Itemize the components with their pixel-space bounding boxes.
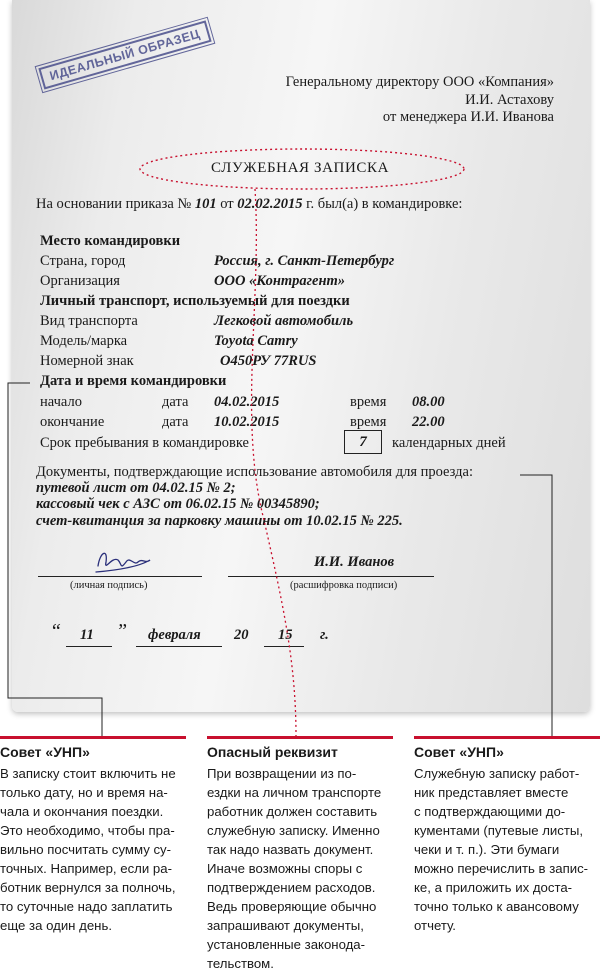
document-item: счет-квитанция за парковку машины от 10.02.15 № 225. (36, 513, 403, 529)
end-time-label: время (350, 414, 387, 430)
org-value: ООО «Контрагент» (214, 273, 346, 289)
basis-suffix: г. был(а) в командировке: (306, 196, 463, 212)
tip-3-divider (414, 736, 600, 739)
documents-intro: Документы, подтверждающие использование автомобиля для проезда: (36, 464, 473, 480)
signature-caption: (личная подпись) (70, 580, 148, 591)
dates-heading: Дата и время командировки (40, 373, 227, 389)
stay-suffix: календарных дней (392, 435, 506, 451)
plate-label: Номерной знак (40, 353, 134, 369)
end-time-value: 22.00 (412, 414, 445, 430)
date-month: февраля (148, 627, 201, 643)
start-time-label: время (350, 394, 387, 410)
signer-name: И.И. Иванов (314, 554, 395, 570)
end-date-label: дата (162, 414, 189, 430)
org-label: Организация (40, 273, 120, 289)
date-day: 11 (80, 627, 94, 643)
place-heading: Место командировки (40, 233, 181, 249)
country-label: Страна, город (40, 253, 126, 269)
transport-heading: Личный транспорт, используемый для поездки (40, 293, 350, 309)
tip-2-divider (207, 736, 393, 739)
model-value: Toyota Camry (214, 333, 298, 349)
name-caption: (расшифровка подписи) (290, 580, 398, 591)
name-line (228, 576, 434, 577)
start-date-value: 04.02.2015 (214, 394, 280, 410)
year-unit: г. (320, 627, 329, 643)
stay-days-box: 7 (344, 430, 382, 454)
plate-value: О450РУ 77RUS (220, 353, 317, 369)
year-underline (264, 646, 304, 647)
tip-2-text: При возвращении из по- ездки на личном транспорте работник должен составить служебную записку. Именно так надо назвать документ. Иначе возможны споры с подтверждением расходов. Ведь проверяющие обычно запрашивают документы, установленные законода- тельством. (207, 766, 382, 971)
start-time-value: 08.00 (412, 394, 445, 410)
day-underline (66, 646, 112, 647)
vehicle-type-label: Вид транспорта (40, 313, 138, 329)
year-prefix: 20 (234, 627, 249, 643)
tip-1-text: В записку стоит включить не только дату, но и время на- чала и окончания поездки. Это необходимо, чтобы пра- вильно посчитать сумму су- точных. Например, если ра- ботник вернулся за полночь, то суточные надо заплатить еще за один день. (0, 766, 176, 933)
basis-from: от (220, 196, 234, 212)
order-number: 101 (194, 196, 217, 212)
signature-line (38, 576, 202, 577)
tip-3-text: Служебную записку работ- ник представляет вместе с подтверждающими до- кументами (путевые листы, чеки и т. п.). Эти бумаги можно перечислить в запис- ке, а приложить их доста- точно только к авансовому отчету. (414, 766, 589, 933)
tip-1-divider (0, 736, 186, 739)
document-title: СЛУЖЕБНАЯ ЗАПИСКА (210, 160, 390, 176)
start-label: начало (40, 394, 82, 410)
address-line-1: Генеральному директору ООО «Компания» (285, 74, 554, 90)
tip-3-heading: Совет «УНП» (414, 744, 504, 760)
vehicle-type-value: Легковой автомобиль (214, 313, 354, 329)
open-quote: “ (50, 620, 62, 642)
model-label: Модель/марка (40, 333, 128, 349)
document-item: путевой лист от 04.02.15 № 2; (36, 480, 236, 496)
close-quote: ” (116, 620, 128, 642)
document-item: кассовый чек с АЗС от 06.02.15 № 00345890; (36, 496, 320, 512)
basis-prefix: На основании приказа № (36, 196, 192, 212)
basis-line (36, 196, 462, 213)
start-date-label: дата (162, 394, 189, 410)
order-date: 02.02.2015 (237, 196, 303, 212)
end-date-value: 10.02.2015 (214, 414, 280, 430)
country-value: Россия, г. Санкт-Петербург (214, 253, 395, 269)
stay-label: Срок пребывания в командировке (40, 435, 249, 451)
address-line-3: от менеджера И.И. Иванова (382, 109, 554, 125)
tip-1-heading: Совет «УНП» (0, 744, 90, 760)
year-suffix: 15 (278, 627, 293, 643)
address-line-2: И.И. Астахову (465, 92, 554, 108)
end-label: окончание (40, 414, 105, 430)
month-underline (136, 646, 222, 647)
tip-2-heading: Опасный реквизит (207, 744, 338, 760)
sample-stamp: ИДЕАЛЬНЫЙ ОБРАЗЕЦ (38, 20, 211, 89)
